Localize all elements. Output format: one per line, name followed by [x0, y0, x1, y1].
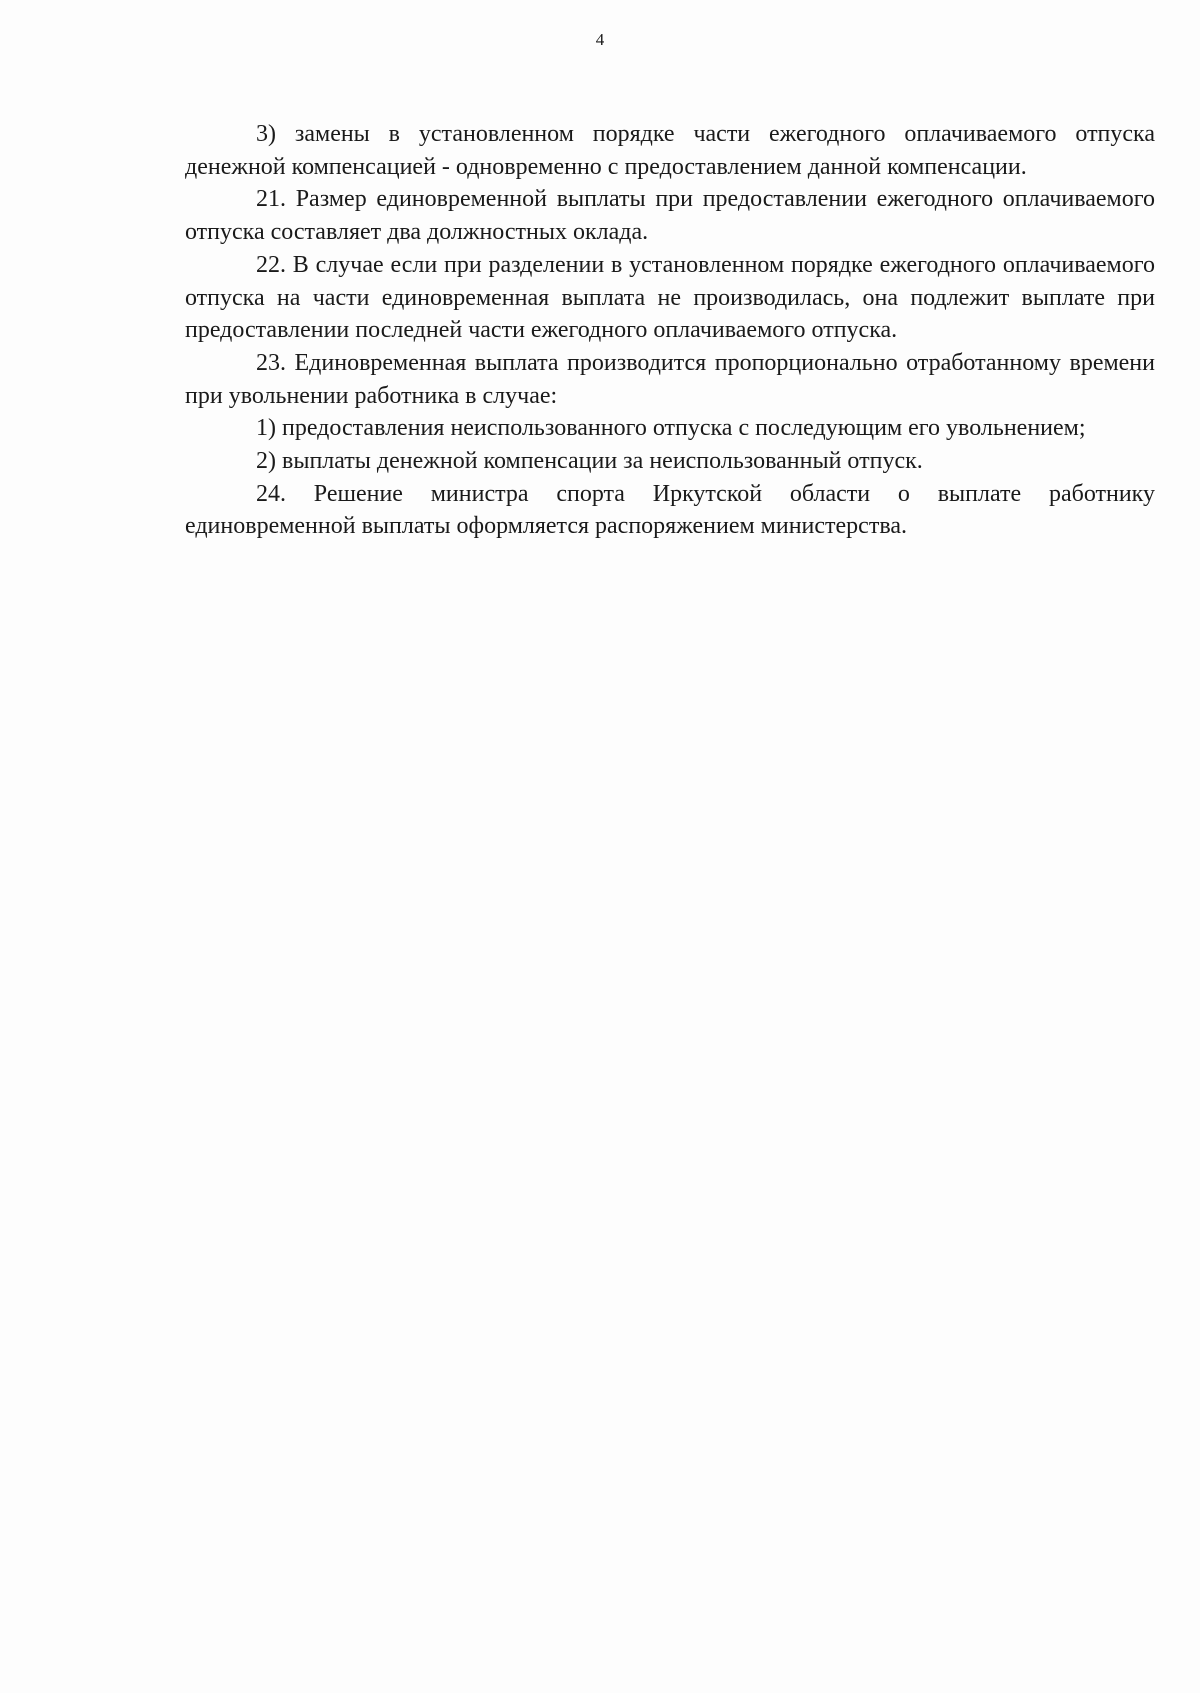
paragraph-22-split-leave: 22. В случае если при разделении в установленном порядке ежегодного оплачиваемого отпуска на части единовременная выплата не производилась, она подлежит выплате при предоставлении последней части ежегодного оплачиваемого отпуска. — [185, 251, 1155, 344]
paragraph-23-proportional-payment: 23. Единовременная выплата производится пропорционально отработанному времени при увольнении работника в случае: — [185, 349, 1155, 409]
paragraph-24-minister-decision: 24. Решение министра спорта Иркутской области о выплате работнику единовременной выплаты оформляется распоряжением министерства. — [185, 480, 1155, 540]
paragraph-item-2-cash-compensation: 2) выплаты денежной компенсации за неиспользованный отпуск. — [256, 448, 923, 475]
paragraph-21-payment-size: 21. Размер единовременной выплаты при предоставлении ежегодного оплачиваемого отпуска составляет два должностных оклада. — [185, 186, 1155, 246]
document-body — [185, 118, 1155, 543]
paragraph-item-3-compensation: 3) замены в установленном порядке части ежегодного оплачиваемого отпуска денежной компенсацией - одновременно с предоставлением данной компенсации. — [185, 121, 1155, 180]
paragraph-item-1-unused-leave: 1) предоставления неиспользованного отпуска с последующим его увольнением; — [256, 415, 1086, 442]
page-number: 4 — [595, 30, 605, 49]
